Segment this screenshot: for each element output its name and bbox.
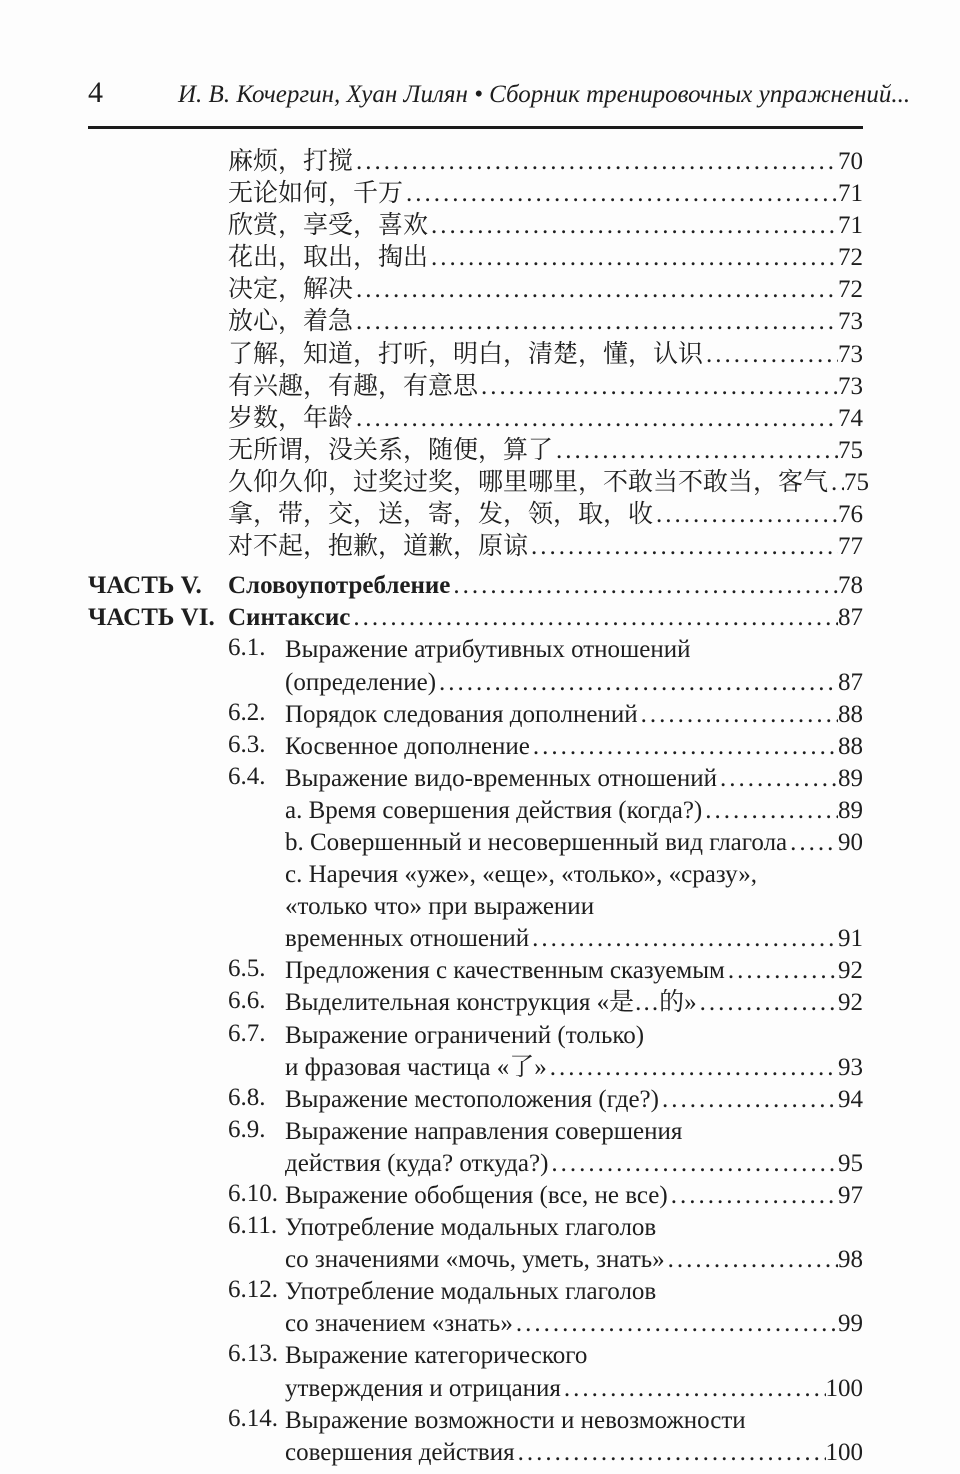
toc-entry-text: Выражение местоположения (где?)	[285, 1085, 659, 1113]
toc-entry-text: 有兴趣，有趣，有意思	[228, 372, 479, 400]
section-lines	[285, 1020, 863, 1084]
section-lines	[285, 634, 863, 698]
toc-entry-text: совершения действия	[285, 1438, 515, 1466]
section-number: 6.12.	[228, 1276, 278, 1304]
toc-entry-text: 无所谓，没关系，随便，算了	[228, 436, 554, 464]
toc-page-number: 71	[838, 212, 863, 240]
toc-entry-text: 无论如何，千万	[228, 180, 404, 208]
section-lines	[285, 955, 863, 987]
dot-leader	[529, 923, 838, 955]
toc-entry-text: «только что» при выражении	[285, 893, 595, 921]
toc-page-number: 75	[844, 468, 870, 496]
toc-section-row	[228, 731, 863, 763]
toc-vocab-row	[228, 339, 863, 371]
dot-leader	[353, 403, 838, 435]
toc-vocab-row	[228, 178, 863, 210]
section-number: 6.11.	[228, 1212, 278, 1240]
toc-page-number: 70	[838, 148, 863, 175]
toc-page-number: 72	[838, 276, 863, 304]
part-label: ЧАСТЬ V.	[88, 572, 202, 600]
toc-section-line	[285, 827, 863, 859]
section-lines	[285, 1340, 863, 1404]
toc-section-line	[285, 1116, 863, 1148]
toc-section-row	[228, 1180, 863, 1212]
toc-vocab-row	[228, 210, 863, 242]
dot-leader	[725, 955, 838, 987]
dot-leader	[436, 667, 838, 699]
toc-entry-text: a. Время совершения действия (когда?)	[285, 796, 703, 824]
toc-vocab-row	[228, 403, 863, 435]
section-number: 6.9.	[228, 1115, 266, 1143]
toc-entry-text: Выражение обобщения (все, не все)	[285, 1182, 668, 1209]
section-lines	[285, 1116, 863, 1180]
toc-entry-text: Употребление модальных глаголов	[285, 1214, 657, 1242]
toc-page-number: 78	[838, 572, 863, 600]
toc-section-row	[228, 1340, 863, 1404]
toc-page-number: 87	[838, 668, 863, 696]
section-lines	[285, 699, 863, 731]
toc-section-line	[285, 1437, 863, 1469]
section-number: 6.13.	[228, 1340, 278, 1368]
dot-leader	[513, 1308, 838, 1340]
toc-vocab-row	[228, 146, 863, 178]
section-number: 6.2.	[228, 698, 266, 726]
dot-leader	[450, 570, 838, 602]
toc-page-number: 75	[838, 436, 863, 464]
toc-entry-text: Выражение атрибутивных отношений	[285, 636, 691, 664]
toc-entry-text: 久仰久仰，过奖过奖，哪里哪里，不敢当不敢当，客气	[228, 468, 829, 496]
page-header	[88, 76, 911, 129]
dot-leader	[828, 467, 844, 499]
running-title: И. В. Кочергин, Хуан Лилян • Сборник тренировочных упражнений...	[178, 81, 911, 108]
toc-entry-text: Выражение возможности и невозможности	[285, 1406, 746, 1434]
dot-leader	[403, 178, 838, 210]
toc-entry-text: Предложения с качественным сказуемым	[285, 957, 725, 985]
dot-leader	[353, 306, 838, 338]
toc-page-number: 92	[838, 989, 863, 1017]
toc-section-row	[228, 699, 863, 731]
section-lines	[285, 1276, 863, 1340]
toc-vocab-row	[228, 467, 870, 499]
section-lines	[285, 1212, 863, 1276]
toc-entry-text: c. Наречия «уже», «еще», «только», «сразу»,	[285, 861, 758, 889]
section-number: 6.5.	[228, 955, 266, 983]
toc-entry-text: со значением «знать»	[285, 1310, 513, 1338]
dot-leader	[547, 1052, 838, 1084]
toc-entry-text: Порядок следования дополнений	[285, 700, 638, 728]
toc-page-number: 92	[838, 957, 863, 985]
toc-entry-text: 决定，解决	[228, 276, 354, 304]
toc-entry-text: Выделительная конструкция «是…的»	[285, 989, 697, 1017]
toc-vocab-row	[228, 306, 863, 338]
toc-page-number: 100	[825, 1374, 863, 1402]
toc-page-number: 93	[838, 1053, 863, 1081]
toc-entry-text: Косвенное дополнение	[285, 732, 530, 760]
toc-page-number: 95	[838, 1149, 863, 1177]
toc-section-line	[285, 795, 863, 827]
section-list	[88, 634, 863, 1468]
dot-leader	[653, 499, 838, 531]
toc-entry-text: Выражение ограничений (только)	[285, 1021, 645, 1049]
section-lines	[285, 1180, 863, 1212]
toc-vocab-row	[228, 435, 863, 467]
section-number: 6.3.	[228, 730, 266, 758]
toc-entry-text: 岁数，年龄	[228, 404, 354, 432]
toc-entry-text: b. Совершенный и несовершенный вид глагола	[285, 828, 788, 856]
toc-section-line	[285, 1308, 863, 1340]
toc-vocab-row	[228, 242, 863, 274]
dot-leader	[638, 699, 838, 731]
part-title: Словоупотребление	[228, 572, 451, 600]
dot-leader	[702, 795, 838, 827]
toc-entry-text: Употребление модальных глаголов	[285, 1278, 657, 1306]
toc-vocab-row	[228, 531, 863, 563]
toc-section-row	[228, 1084, 863, 1116]
toc-vocab-row	[228, 371, 863, 403]
toc-section-line	[285, 1340, 863, 1372]
toc-section-row	[228, 987, 863, 1019]
toc-page-number: 89	[838, 764, 863, 792]
toc-part-row	[88, 570, 863, 602]
toc-section-line	[285, 1244, 863, 1276]
toc-section-line	[285, 1148, 863, 1180]
toc-page-number: 77	[838, 533, 863, 561]
section-number: 6.8.	[228, 1083, 266, 1111]
toc-entry-text: 放心，着急	[228, 308, 354, 336]
dot-leader	[428, 210, 838, 242]
toc-entry-text: временных отношений	[285, 925, 530, 953]
section-lines	[285, 1084, 863, 1116]
part-title: Синтаксис	[228, 604, 351, 632]
toc-entry-text: и фразовая частица «了»	[285, 1053, 547, 1081]
toc-page-number: 73	[838, 372, 863, 400]
toc-entry-text: 麻烦，打搅	[228, 148, 354, 175]
toc-section-line	[285, 699, 863, 731]
toc-section-line	[285, 987, 863, 1019]
toc-page-number: 89	[838, 796, 863, 824]
section-lines	[285, 987, 863, 1019]
section-number: 6.7.	[228, 1019, 266, 1047]
toc-section-row	[228, 763, 863, 956]
toc-section-line	[285, 1212, 863, 1244]
toc-section-line	[285, 667, 863, 699]
part-label: ЧАСТЬ VI.	[88, 604, 215, 632]
toc-entry-text: Выражение категорического	[285, 1342, 588, 1370]
dot-leader	[428, 242, 838, 274]
toc-entry-text: (определение)	[285, 668, 437, 696]
dot-leader	[353, 146, 838, 178]
section-lines	[285, 731, 863, 763]
dot-leader	[717, 763, 838, 795]
toc-page-number: 74	[838, 404, 863, 432]
dot-leader	[530, 731, 838, 763]
dot-leader	[528, 531, 838, 563]
section-number: 6.10.	[228, 1180, 278, 1207]
toc-section-line	[285, 1405, 863, 1437]
section-number: 6.6.	[228, 987, 266, 1015]
dot-leader	[515, 1437, 826, 1469]
dot-leader	[548, 1148, 838, 1180]
toc-entry-text: Выражение видо-временных отношений	[285, 764, 718, 792]
dot-leader	[697, 987, 838, 1019]
toc-section-line	[285, 1373, 863, 1405]
toc-section-line	[285, 1084, 863, 1116]
toc-entry-text: 拿，带，交，送，寄，发，领，取，收	[228, 501, 654, 529]
toc-page-number: 100	[825, 1438, 863, 1466]
toc-part-row	[88, 602, 863, 634]
toc-page-number: 76	[838, 501, 863, 529]
toc-entry-text: 了解，知道，打听，明白，清楚，懂，认识	[228, 340, 704, 368]
dot-leader	[561, 1373, 826, 1405]
toc-page-number: 88	[838, 700, 863, 728]
toc-section-row	[228, 1020, 863, 1084]
dot-leader	[665, 1244, 838, 1276]
toc-page-number: 97	[838, 1182, 863, 1209]
toc-section-line	[285, 859, 863, 891]
toc-vocab-row	[228, 499, 863, 531]
toc-entry-text: 对不起，抱歉，道歉，原谅	[228, 533, 529, 561]
section-number: 6.1.	[228, 634, 266, 662]
toc-page-number: 87	[838, 604, 863, 632]
toc-section-row	[228, 1405, 863, 1469]
toc-page-number: 88	[838, 732, 863, 760]
toc-section-row	[228, 955, 863, 987]
dot-leader	[659, 1084, 838, 1116]
page-number: 4	[88, 76, 103, 109]
toc-page-number: 90	[838, 828, 863, 856]
part-list	[88, 570, 863, 634]
toc-entry-text: 花出，取出，掏出	[228, 244, 429, 272]
toc-section-line	[285, 955, 863, 987]
toc-page-number: 73	[838, 340, 863, 368]
toc-section-row	[228, 1116, 863, 1180]
toc-entry-text: 欣赏，享受，喜欢	[228, 212, 429, 240]
toc-page-number: 99	[838, 1310, 863, 1338]
toc-section-line	[285, 1052, 863, 1084]
section-number: 6.4.	[228, 762, 266, 790]
toc-page-number: 98	[838, 1246, 863, 1274]
toc-page-number: 91	[838, 925, 863, 953]
dot-leader	[553, 435, 838, 467]
toc-section-line	[285, 891, 863, 923]
toc-page-number: 94	[838, 1085, 863, 1113]
toc-entry-text: утверждения и отрицания	[285, 1374, 561, 1402]
section-number: 6.14.	[228, 1404, 278, 1432]
toc-section-line	[285, 923, 863, 955]
table-of-contents	[88, 146, 870, 1469]
toc-page-number: 72	[838, 244, 863, 272]
toc-section-line	[285, 634, 863, 666]
toc-page-number: 73	[838, 308, 863, 336]
toc-entry-text: Выражение направления совершения	[285, 1117, 683, 1145]
dot-leader	[703, 339, 838, 371]
toc-entry-text: со значениями «мочь, уметь, знать»	[285, 1246, 665, 1274]
dot-leader	[787, 827, 838, 859]
toc-vocab-row	[228, 274, 863, 306]
toc-section-row	[228, 1276, 863, 1340]
dot-leader	[353, 274, 838, 306]
toc-entry-text: действия (куда? откуда?)	[285, 1149, 549, 1177]
toc-section-line	[285, 1020, 863, 1052]
dot-leader	[478, 371, 838, 403]
toc-section-line	[285, 1276, 863, 1308]
toc-section-line	[285, 731, 863, 763]
toc-section-row	[228, 634, 863, 698]
toc-section-line	[285, 1180, 863, 1212]
dot-leader	[668, 1180, 838, 1212]
section-lines	[285, 1405, 863, 1469]
vocab-entry-list	[88, 146, 870, 563]
toc-section-row	[228, 1212, 863, 1276]
toc-page-number: 71	[838, 180, 863, 208]
dot-leader	[350, 602, 838, 634]
toc-section-line	[285, 763, 863, 795]
section-lines	[285, 763, 863, 956]
